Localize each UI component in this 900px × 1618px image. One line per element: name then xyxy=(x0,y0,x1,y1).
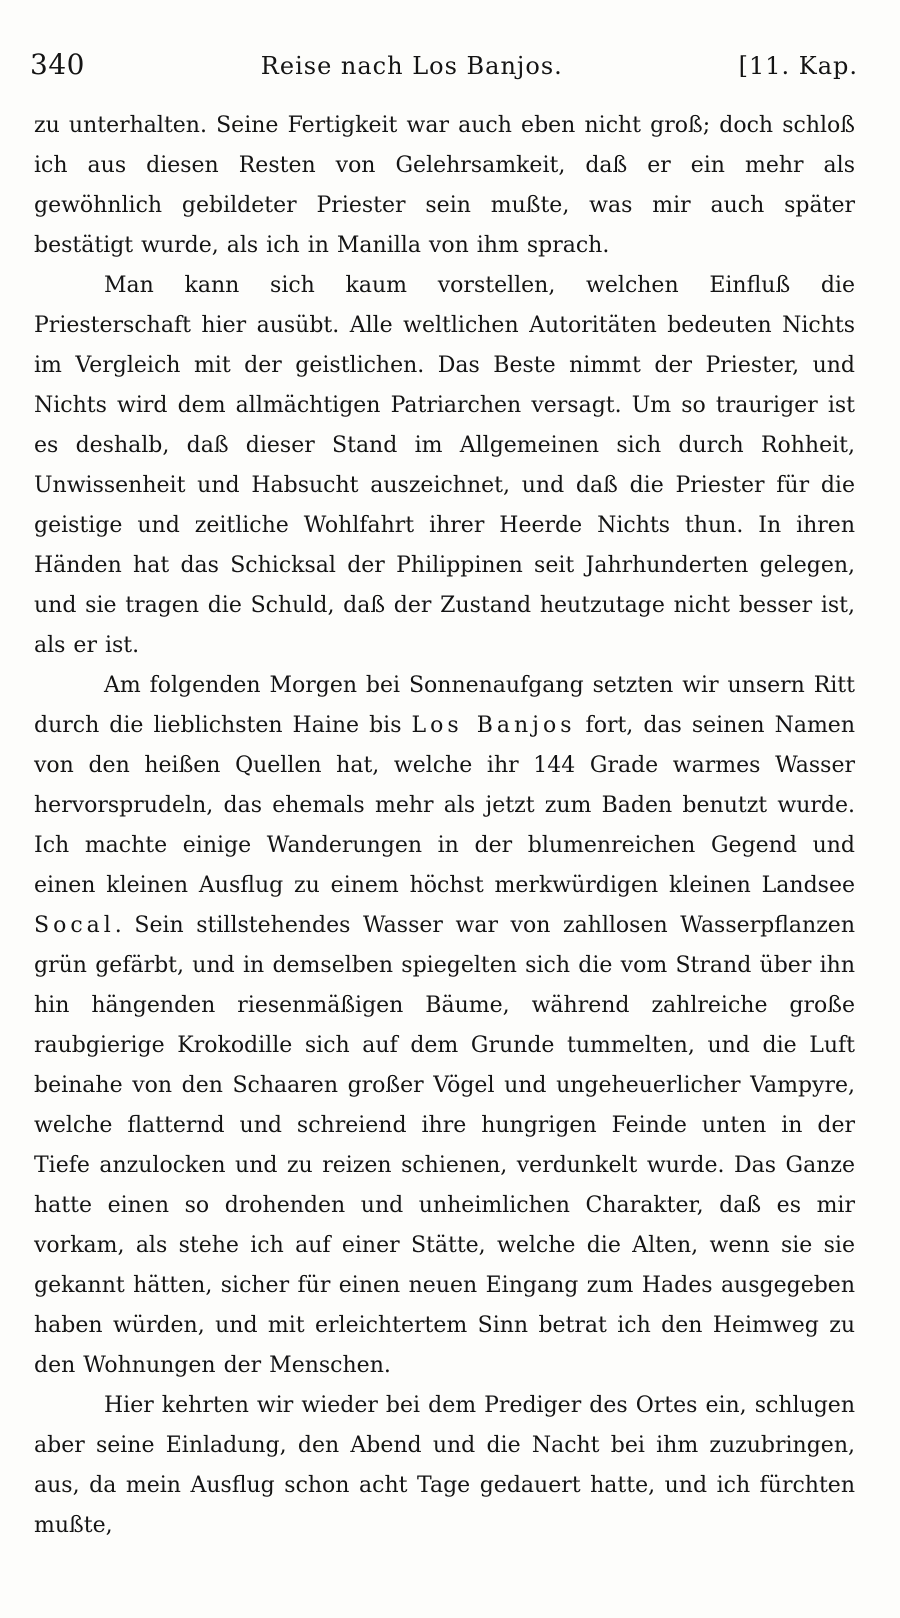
paragraph-3-text-middle: fort, das seinen Namen von den heißen Quellen hat, welche ihr 144 Grade warmes Wasser hervorsprudeln, das ehemals mehr als jetzt zum Baden benutzt wurde. Ich machte einige Wanderungen in der blumenreichen Gegend und einen kleinen Ausflug zu einem höchst merkwürdigen kleinen Landsee xyxy=(34,713,855,898)
paragraph-3 xyxy=(34,666,855,1386)
running-head xyxy=(30,48,858,88)
running-title: Reise nach Los Banjos. xyxy=(260,52,563,80)
place-name-los-banjos: Los Banjos xyxy=(411,713,576,738)
place-name-socal: Socal xyxy=(34,913,115,938)
paragraph-4: Hier kehrten wir wieder bei dem Prediger des Ortes ein, schlugen aber seine Einladung, den Abend und die Nacht bei ihm zuzubringen, aus, da mein Ausflug schon acht Tage gedauert hatte, und ich fürchten mußte, xyxy=(34,1393,855,1538)
body-text xyxy=(34,106,855,1546)
paragraph-2: Man kann sich kaum vorstellen, welchen Einfluß die Priesterschaft hier ausübt. Alle weltlichen Autoritäten bedeuten Nichts im Vergleich mit der geistlichen. Das Beste nimmt der Priester, und Nichts wird dem allmächtigen Patriarchen versagt. Um so trauriger ist es deshalb, daß dieser Stand im Allgemeinen sich durch Rohheit, Unwissenheit und Habsucht auszeichnet, und daß die Priester für die geistige und zeitliche Wohlfahrt ihrer Heerde Nichts thun. In ihren Händen hat das Schicksal der Philippinen seit Jahrhunderten gelegen, und sie tragen die Schuld, daß der Zustand heutzutage nicht besser ist, als er ist. xyxy=(34,273,855,658)
page-number: 340 xyxy=(30,48,85,81)
chapter-reference: [11. Kap. xyxy=(738,52,858,80)
paragraph-3-text-after: . Sein stillstehendes Wasser war von zahllosen Wasserpflanzen grün gefärbt, und in demselben spiegelten sich die vom Strand über ihn hin hängenden riesenmäßigen Bäume, während zahlreiche große raubgierige Krokodille sich auf dem Grunde tummelten, und die Luft beinahe von den Schaaren großer Vögel und ungeheuerlicher Vampyre, welche flatternd und schreiend ihre hungrigen Feinde unten in der Tiefe anzulocken und zu reizen schienen, verdunkelt wurde. Das Ganze hatte einen so drohenden und unheimlichen Charakter, daß es mir vorkam, als stehe ich auf einer Stätte, welche die Alten, wenn sie sie gekannt hätten, sicher für einen neuen Eingang zum Hades ausgegeben haben würden, und mit erleichtertem Sinn betrat ich den Heimweg zu den Wohnungen der Menschen. xyxy=(34,913,855,1378)
paragraph-3-text-before: Am folgenden Morgen bei Sonnenaufgang setzten wir unsern Ritt durch die lieblichsten Haine bis xyxy=(34,673,855,738)
paragraph-1: zu unterhalten. Seine Fertigkeit war auch eben nicht groß; doch schloß ich aus diesen Resten von Gelehrsamkeit, daß er ein mehr als gewöhnlich gebildeter Priester sein mußte, was mir auch später bestätigt wurde, als ich in Manilla von ihm sprach. xyxy=(34,113,855,258)
